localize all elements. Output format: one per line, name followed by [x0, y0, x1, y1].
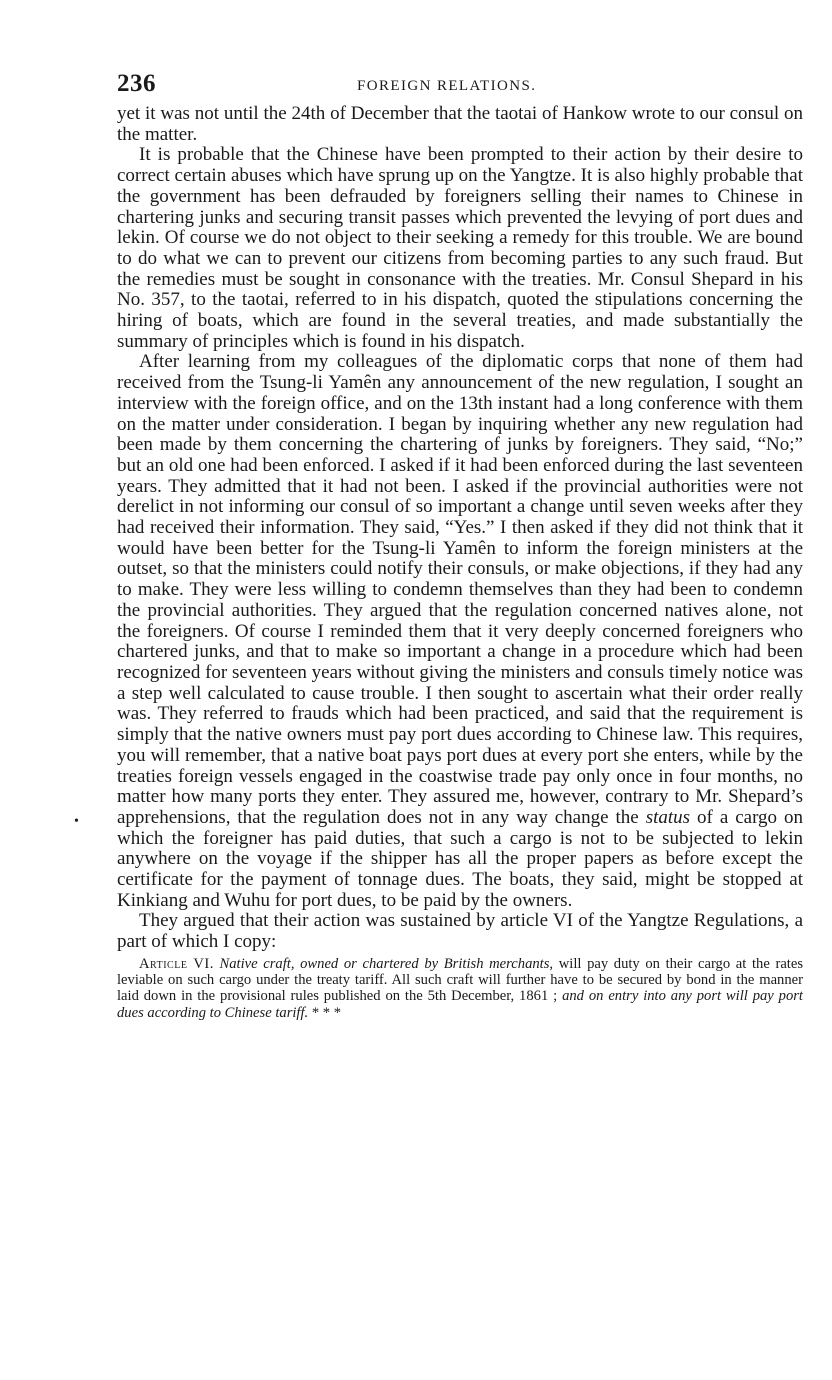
article-label: Article VI. [139, 955, 214, 972]
page-number: 236 [117, 70, 156, 97]
article-text [117, 956, 803, 1021]
quoted-article [117, 956, 803, 1021]
article-italic: Native craft, owned or chartered by British merchants, [219, 955, 554, 972]
paragraph: yet it was not until the 24th of December that the taotai of Hankow wrote to our consul on the matter. [117, 103, 803, 145]
running-head [117, 70, 803, 104]
article-body: will pay duty on their cargo at the rates leviable on such cargo under the treaty tariff. All such craft will further have to be secured by bond in the manner laid down in the provisional rules published on the 5th December, 1861 ; [117, 955, 804, 1005]
margin-mark: • [74, 814, 79, 829]
running-title: FOREIGN RELATIONS. [357, 78, 537, 94]
paragraph-text: of a cargo on which the foreigner has paid duties, that such a cargo is not to be subjected to lekin anywhere on the voyage if the shipper has all the proper papers as before except the certificate for the payment of tonnage dues. The boats, they said, might be stopped at Kinkiang and Wuhu for port dues, to be paid by the owners. [117, 806, 804, 911]
article-italic: and on entry into any port will pay port dues according to Chinese tariff. [117, 988, 803, 1021]
paragraph-text: After learning from my colleagues of the diplomatic corps that none of them had received from the Tsung-li Yamên any announcement of the new regulation, I sought an interview with the foreign office, and on the 13th instant had a long conference with them on the matter under consideration. I began by inquiring whether any new regulation had been made by them concerning the chartering of junks by foreigners. They said, “No;” but an old one had been enforced. I asked if it had been enforced during the last seventeen years. They admitted that it had not been. I asked if the provincial authorities were not derelict in not informing our consul of so important a change until seven weeks after they had received their information. They said, “Yes.” I then asked if they did not think that it would have been better for the Tsung-li Yamên to inform the foreign ministers at the outset, so that the ministers could notify their consuls, or make objections, if they had any to make. They were less willing to condemn themselves than they had been to condemn the provincial authorities. They argued that the regulation concerned natives alone, not the foreigners. Of course I reminded them that it very deeply concerned foreigners who chartered junks, and that to make so important a change in a procedure which had been recognized for seventeen years without giving the ministers and consuls timely notice was a step well calculated to cause trouble. I then sought to ascertain what their order really was. They referred to frauds which had been practiced, and said that the requirement is simply that the native owners must pay port dues according to Chinese law. This requires, you will remember, that a native boat pays port dues at every port she enters, while by the treaties foreign vessels engaged in the coastwise trade pay only once in four months, no matter how many ports they enter. They assured me, however, contrary to Mr. Shepard’s apprehensions, that the regulation does not in any way change the [117, 351, 803, 828]
italic-word: status [645, 806, 691, 828]
article-ellipsis: * * * [311, 1004, 342, 1021]
body-text [117, 104, 803, 953]
paragraph: It is probable that the Chinese have been prompted to their action by their desire to correct certain abuses which have sprung up on the Yangtze. It is also highly probable that the government has been defrauded by foreigners selling their names to Chinese in chartering junks and securing transit passes which prevented the levying of port dues and lekin. Of course we do not object to their seeking a remedy for this trouble. We are bound to do what we can to prevent our citizens from becoming parties to any such fraud. But the remedies must be sought in consonance with the treaties. Mr. Consul Shepard in his No. 357, to the taotai, referred to in his dispatch, quoted the stipulations concerning the hiring of boats, which are found in the several treaties, and made substantially the summary of principles which is found in his dispatch. [117, 144, 803, 352]
paragraph: They argued that their action was sustained by article VI of the Yangtze Regulations, a part of which I copy: [117, 910, 803, 953]
document-page [117, 70, 803, 1021]
paragraph [117, 352, 803, 911]
